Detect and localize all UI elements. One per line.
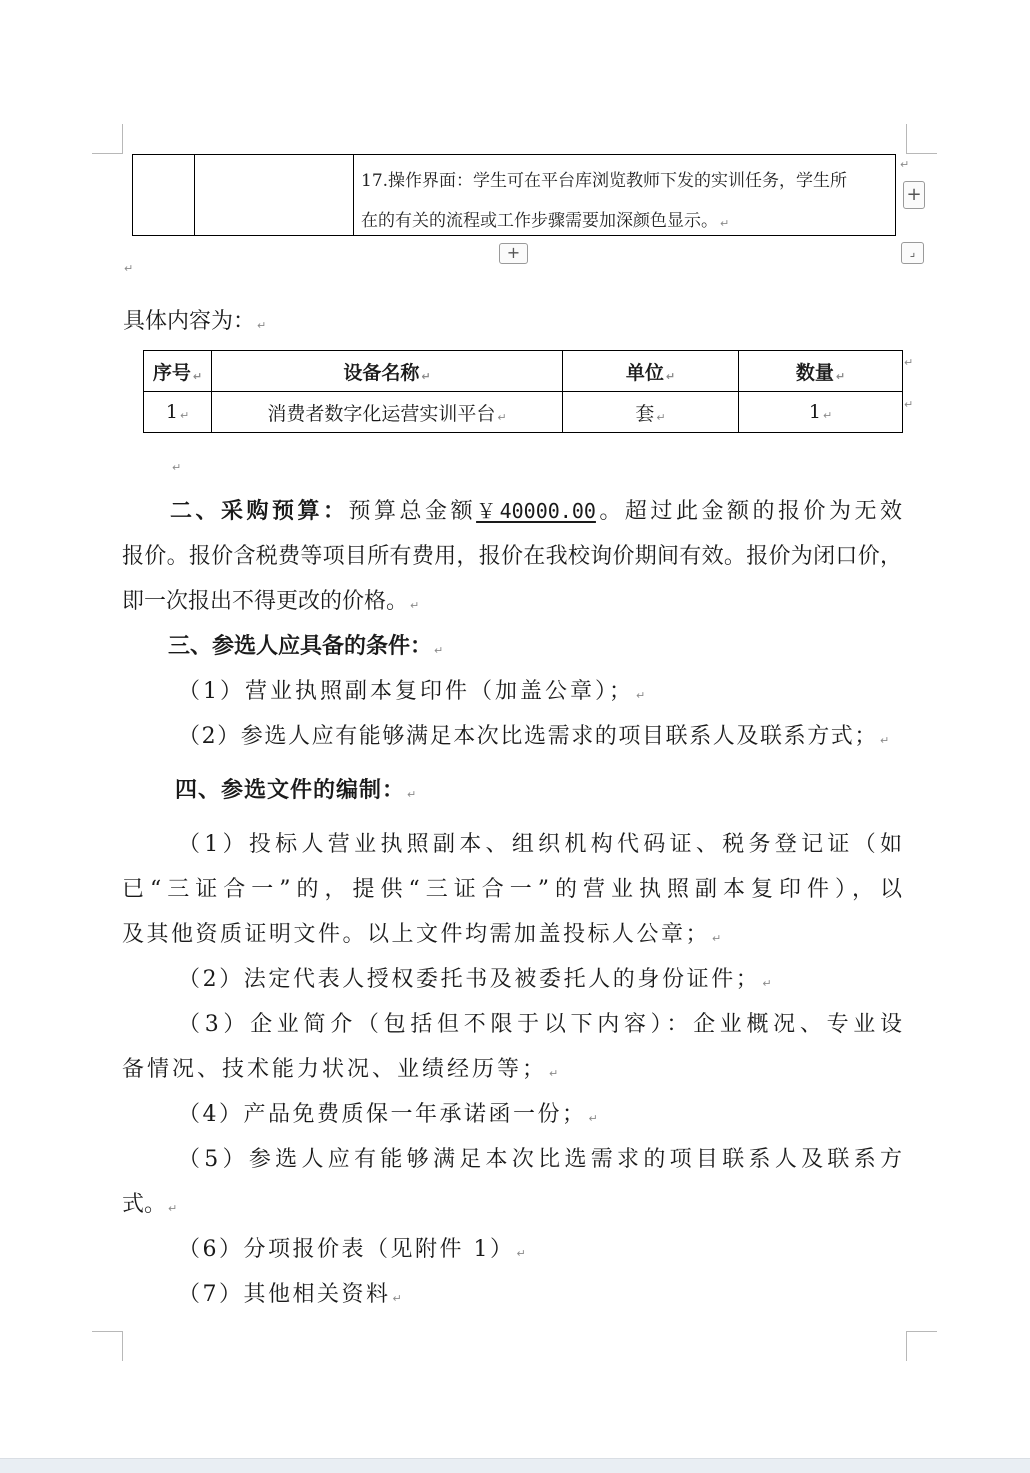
table-cell[interactable] [133,155,195,235]
paragraph-mark-icon: ↵ [497,410,507,424]
requirement-line: 在的有关的流程或工作步骤需要加深颜色显示。 ↵ [361,201,886,244]
paragraph-mark-icon: ↵ [904,356,914,369]
section4-item3-line1: （3）企业简介（包括但不限于以下内容）：企业概况、专业设 [178,1012,902,1037]
paragraph-mark-icon: ↵ [516,1247,529,1260]
section3-item-1: （1）营业执照副本复印件（加盖公章）； ↵ [178,679,649,704]
paragraph-mark-icon: ↵ [124,262,134,275]
paragraph-mark-icon: ↵ [712,932,724,945]
paragraph-mark-icon: ↵ [434,644,444,657]
requirement-line: 17.操作界面：学生可在平台库浏览教师下发的实训任务，学生所 [361,171,848,191]
add-column-button[interactable]: + [499,243,528,264]
crop-mark [906,124,907,154]
paragraph-mark-icon: ↵ [392,1292,405,1305]
crop-mark [122,124,123,154]
section4-item6: （6）分项报价表（见附件 1） ↵ [178,1237,529,1262]
paragraph-mark-icon: ↵ [835,369,846,383]
header-cell-unit[interactable]: 单位 ↵ [563,351,739,392]
content-intro: 具体内容为： ↵ [123,309,267,334]
section4-heading: 四、参选文件的编制： ↵ [175,777,418,803]
paragraph-mark-icon: ↵ [880,734,891,747]
section4-item1-line1: （1）投标人营业执照副本、组织机构代码证、税务登记证（如 [178,832,902,857]
table-cell-text[interactable] [361,161,886,244]
paragraph-mark-icon: ↵ [168,1202,178,1215]
cell-unit[interactable]: 套 ↵ [563,392,739,433]
section4-item2: （2）法定代表人授权委托书及被委托人的身份证件； ↵ [178,967,775,992]
header-cell-quantity[interactable]: 数量 ↵ [739,351,903,392]
paragraph-mark-icon: ↵ [900,158,910,171]
section3-heading: 三、参选人应具备的条件： ↵ [168,633,444,659]
paragraph-mark-icon: ↵ [904,398,914,411]
paragraph-mark-icon: ↵ [720,217,730,230]
section2-line1: 二、采购预算：预算总金额￥40000.00。超过此金额的报价为无效 [170,498,902,524]
crop-mark [907,153,937,154]
paragraph-mark-icon: ↵ [665,369,676,383]
paragraph-mark-icon: ↵ [762,977,775,990]
table-header-row [144,351,903,392]
section4-item1-line3: 及其他资质证明文件。以上文件均需加盖投标人公章； ↵ [122,922,724,947]
items-table [143,350,903,433]
section4-item1-line2: 已“三证合一”的，提供“三证合一”的营业执照副本复印件），以 [122,877,902,902]
cell-quantity[interactable]: 1 ↵ [739,392,903,433]
paragraph-mark-icon: ↵ [179,409,190,422]
section3-item-2: （2）参选人应有能够满足本次比选需求的项目联系人及联系方式； ↵ [178,724,891,749]
add-row-button[interactable]: + [903,181,925,209]
paragraph-mark-icon: ↵ [407,788,418,801]
crop-mark [907,1331,937,1332]
section4-item7: （7）其他相关资料 ↵ [178,1282,405,1307]
crop-mark [92,153,122,154]
budget-amount: ￥40000.00 [476,499,596,523]
section2-line3: 即一次报出不得更改的价格。 ↵ [122,589,420,614]
cell-index[interactable]: 1 ↵ [144,392,212,433]
section4-item4: （4）产品免费质保一年承诺函一份； ↵ [178,1102,601,1127]
header-cell-name[interactable]: 设备名称 ↵ [212,351,563,392]
table-row [144,392,903,433]
crop-mark [906,1331,907,1361]
section4-item5-line2: 式。 ↵ [122,1192,178,1217]
header-cell-index[interactable]: 序号 ↵ [144,351,212,392]
paragraph-mark-icon: ↵ [421,369,431,383]
paragraph-mark-icon: ↵ [410,599,420,612]
paragraph-mark-icon: ↵ [822,409,833,422]
continued-requirements-table[interactable] [132,154,896,236]
status-bar-strip [0,1458,1030,1473]
paragraph-mark-icon: ↵ [549,1067,562,1080]
paragraph-mark-icon: ↵ [257,319,267,332]
paragraph-mark-icon: ↵ [172,461,182,474]
section2-line2: 报价。报价含税费等项目所有费用，报价在我校询价期间有效。报价为闭口价， [122,544,902,569]
crop-mark [92,1331,122,1332]
paragraph-mark-icon: ↵ [588,1112,601,1125]
section4-item5-line1: （5）参选人应有能够满足本次比选需求的项目联系人及联系方 [178,1147,902,1172]
paragraph-mark-icon: ↵ [636,689,649,702]
paragraph-mark-icon: ↵ [192,369,203,383]
crop-mark [122,1331,123,1361]
section2-heading: 二、采购预算： [170,498,349,524]
section4-item3-line2: 备情况、技术能力状况、业绩经历等； ↵ [122,1057,562,1082]
paragraph-mark-icon: ↵ [656,410,666,424]
cell-name[interactable]: 消费者数字化运营实训平台 ↵ [212,392,563,433]
table-resize-handle-icon[interactable]: ⌟ [901,242,924,264]
table-cell[interactable] [194,155,354,235]
